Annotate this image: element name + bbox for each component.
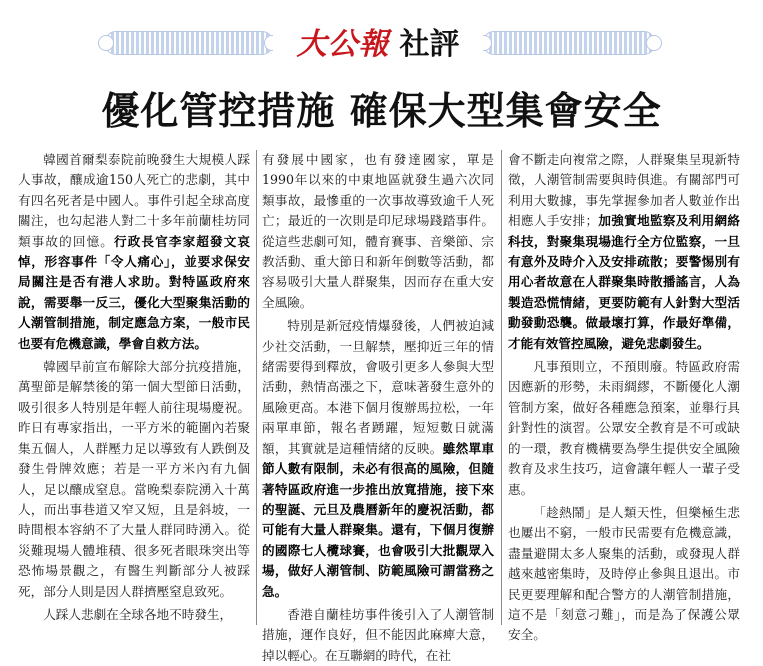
article-column-2 bbox=[262, 150, 494, 663]
article-column-1 bbox=[18, 150, 250, 637]
masthead-banner bbox=[0, 0, 763, 70]
body-text: 人踩人悲劇在全球各地不時發生， bbox=[43, 606, 233, 622]
body-text: 韓國首爾梨泰院前晚發生大規模人踩人事故，釀成逾150人死亡的悲劇，其中有四名死者是中國人。事件引起全球高度關注，也勾起港人對二十多年前蘭桂坊同類事故的回憶。 bbox=[18, 152, 250, 249]
article-column-3 bbox=[508, 150, 740, 643]
article-paragraph bbox=[262, 150, 494, 313]
column-divider bbox=[501, 150, 502, 625]
masthead-logo bbox=[273, 17, 483, 65]
decorative-rail-left bbox=[105, 31, 273, 55]
emphasis-text: 行政長官李家超發文哀悼，形容事件「令人痛心」，並要求保安局關注是否有港人求助。對特區政府來說，需要舉一反三，優化大型聚集活動的人潮管制措施，制定應急方案，一般市民也要有危機意識，學會自救方法。 bbox=[18, 233, 251, 351]
article-paragraph bbox=[508, 150, 740, 354]
emphasis-text: 雖然單車節人數有限制，未必有很高的風險，但隨著特區政府進一步推出放寬措施，接下來的聖誕、元旦及農曆新年的慶祝活動，都可能有大量人群聚集。還有，下個月復辦的國際七人欖球賽，也會吸引大批觀眾入場，做好人潮管制、防範風險可謂當務之急。 bbox=[262, 440, 494, 599]
article-paragraph bbox=[508, 357, 740, 500]
emphasis-text: 加強實地監察及利用網絡科技，對聚集現場進行全方位監察，一旦有意外及時介入及安排疏散；要警惕別有用心者故意在人群聚集時散播謠言，人為製造恐慌情緒，更要防範有人針對大型活動發動恐襲。做最壞打算，作最好準備，才能有效管控風險，避免悲劇發生。 bbox=[508, 213, 740, 351]
article-paragraph bbox=[18, 605, 250, 625]
article-paragraph bbox=[262, 605, 494, 666]
body-text: 凡事預則立，不預則廢。特區政府需因應新的形勢，未雨綢繆，不斷優化人潮管制方案，做好各種應急預案，並舉行具針對性的演習。公眾安全教育是不可或缺的一環，教育機構要為學生提供安全風險教育及求生技巧，這會讓年輕人一輩子受惠。 bbox=[508, 359, 740, 497]
article-paragraph bbox=[18, 150, 250, 354]
section-title: 社評 bbox=[399, 27, 460, 62]
article-paragraph bbox=[18, 357, 250, 602]
body-text: 「趁熱鬧」是人類天性，但樂極生悲也屢出不窮，一般市民需要有危機意識，盡量避開太多人聚集的活動，或發現人群越來越密集時，及時停止參與且退出。市民更要理解和配合警方的人潮管制措施，這不是「刻意刁難」，而是為了保護公眾安全。 bbox=[508, 504, 740, 643]
column-divider bbox=[256, 150, 257, 625]
decorative-rail-right bbox=[483, 31, 655, 55]
article-paragraph bbox=[508, 503, 740, 646]
body-text: 會不斷走向複常之際，人群聚集呈現新特徵，人潮管制需要與時俱進。有關部門可利用大數據，事先掌握參加者人數並作出相應人手安排； bbox=[508, 152, 740, 229]
article-paragraph bbox=[262, 316, 494, 602]
body-text: 特別是新冠疫情爆發後，人們被迫減少社交活動，一旦解禁，壓抑近三年的情緒需要得到釋放，會吸引更多人參與大型活動，熱情高漲之下，意味著發生意外的風險更高。本港下個月復辦馬拉松，一年兩單車節，報名者踴躍，短短數日就滿額，其實就是這種情緒的反映。 bbox=[262, 318, 494, 456]
body-text: 有發展中國家，也有發達國家，單是1990年以來的中東地區就發生過六次同類事故，最慘重的一次事故導致逾千人死亡；最近的一次則是印尼球場踐踏事件。從這些悲劇可知，體育賽事、音樂節、宗教活動、重大節日和新年倒數等活動，都容易吸引大量人群聚集，因而存在重大安全風險。 bbox=[262, 152, 494, 310]
body-text: 韓國早前宣布解除大部分抗疫措施，萬聖節是解禁後的第一個大型節日活動，吸引很多人特別是年輕人前往現場慶祝。昨日有專家指出，一平方米的範圍內若聚集五個人，人群壓力足以導致有人跌倒及發生骨牌效應；若是一平方米內有九個人，足以釀成窒息。當晚梨泰院湧入十萬人，而出事巷道又窄又短，且是斜坡，一時間根本容納不了大量人群同時湧入。從災難現場人體堆積、很多死者眼珠突出等恐怖場景觀之，有醫生判斷部分人被踩死，部分人則是因人群擠壓窒息致死。 bbox=[18, 359, 250, 599]
newspaper-brand: 大公報 bbox=[296, 27, 390, 62]
article-headline: 優化管控措施 確保大型集會安全 bbox=[101, 89, 662, 133]
body-text: 香港自蘭桂坊事件後引入了人潮管制措施，運作良好，但不能因此麻痺大意，掉以輕心。在互聯網的時代，在社 bbox=[262, 606, 494, 663]
